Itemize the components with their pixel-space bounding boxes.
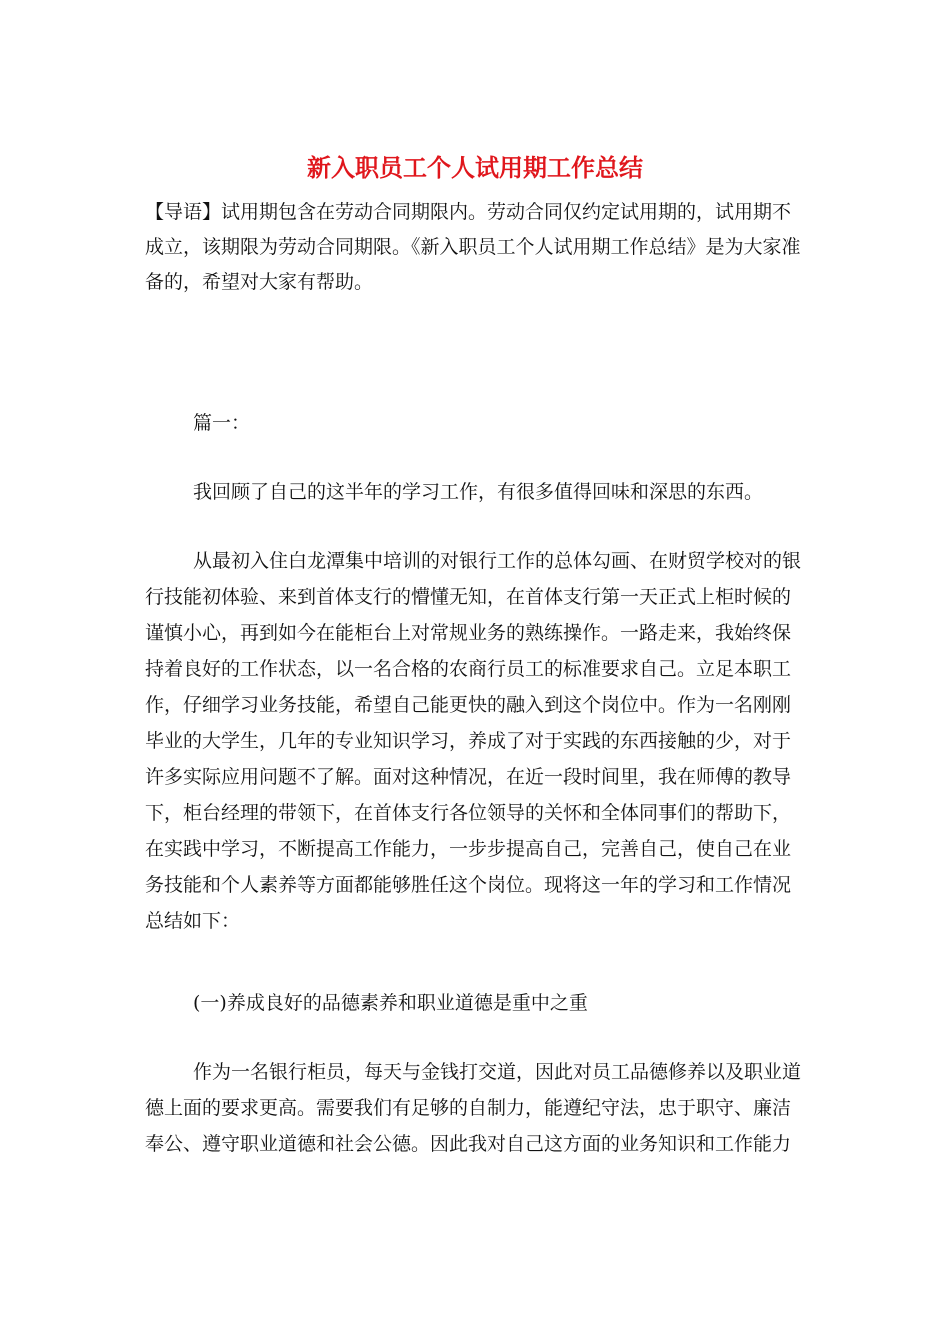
paragraph-intro: 我回顾了自己的这半年的学习工作，有很多值得回味和深思的东西。 [193, 481, 764, 503]
paragraph-ethics: 作为一名银行柜员，每天与金钱打交道，因此对员工品德修养以及职业道德上面的要求更高。需要我们有足够的自制力，能遵纪守法，忠于职守、廉洁奉公、遵守职业道德和社会公德。因此我对自己这方面的业务知识和工作能力 [145, 1061, 802, 1155]
paragraph-main: 从最初入住白龙潭集中培训的对银行工作的总体勾画、在财贸学校对的银行技能初体验、来到首体支行的懵懂无知，在首体支行第一天正式上柜时候的谨慎小心，再到如今在能柜台上对常规业务的熟练操作。一路走来，我始终保持着良好的工作状态，以一名合格的农商行员工的标准要求自己。立足本职工作，仔细学习业务技能，希望自己能更快的融入到这个岗位中。作为一名刚刚毕业的大学生，几年的专业知识学习，养成了对于实践的东西接触的少，对于许多实际应用问题不了解。面对这种情况，在近一段时间里，我在师傅的教导下，柜台经理的带领下，在首体支行各位领导的关怀和全体同事们的帮助下，在实践中学习，不断提高工作能力，一步步提高自己，完善自己，使自己在业务技能和个人素养等方面都能够胜任这个岗位。现将这一年的学习和工作情况总结如下： [145, 550, 802, 932]
lead-paragraph: 【导语】试用期包含在劳动合同期限内。劳动合同仅约定试用期的，试用期不成立，该期限为劳动合同期限。《新入职员工个人试用期工作总结》是为大家准备的，希望对大家有帮助。 [145, 201, 801, 293]
subheading-1: (一)养成良好的品德素养和职业道德是重中之重 [193, 992, 588, 1014]
section-label: 篇一： [193, 412, 251, 434]
document-title: 新入职员工个人试用期工作总结 [307, 153, 643, 182]
